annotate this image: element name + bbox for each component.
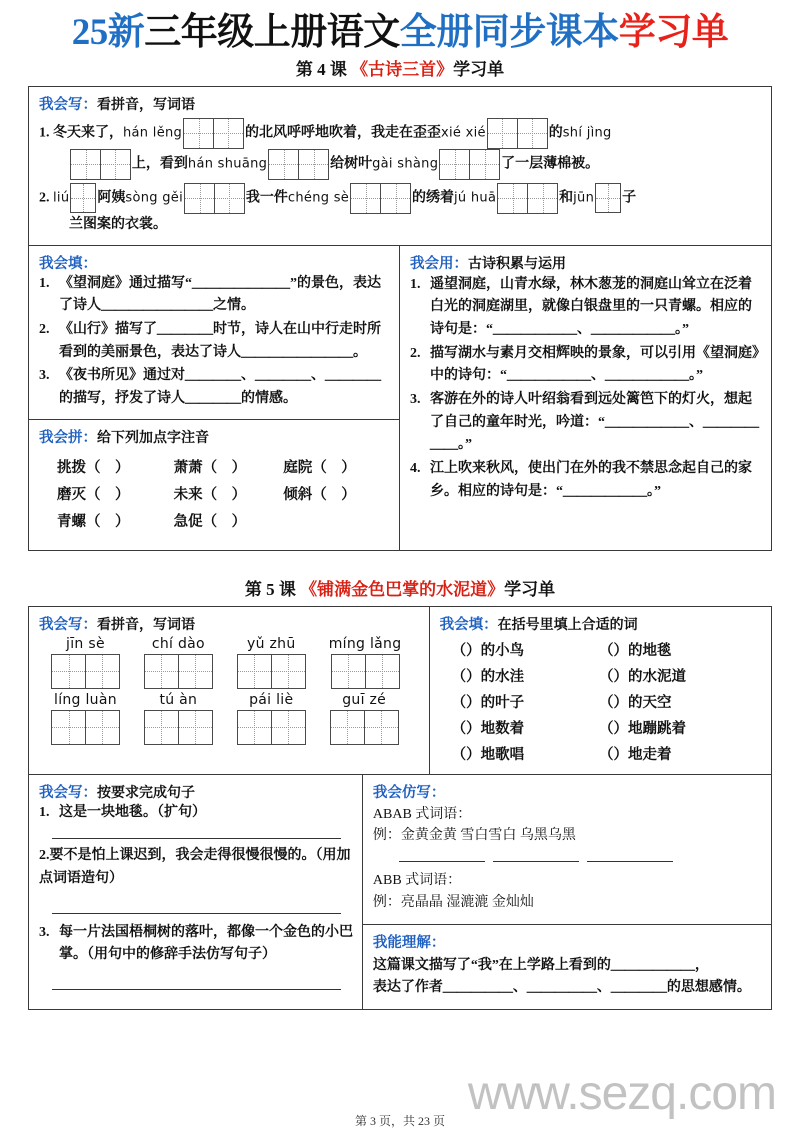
list-item: 2. 《山行》描写了＿＿＿＿时节，诗人在山中行走时所看到的美丽景色，表达了诗人＿＿＿＿＿＿＿＿。 xyxy=(39,321,381,360)
q1-p4: hán shuāng xyxy=(187,156,268,172)
q2-s3: 的绣着 xyxy=(412,190,454,206)
fill-cell[interactable]: （）的水泥道 xyxy=(598,669,686,686)
lesson4-container xyxy=(28,86,772,551)
lesson4-spell-heading: 我会拼： xyxy=(39,429,97,446)
answer-line[interactable] xyxy=(52,989,342,990)
fill-label: ）的叶子 xyxy=(466,695,525,712)
tianzige-grid[interactable] xyxy=(497,183,558,214)
lesson4-two-column-row xyxy=(29,245,771,550)
lesson5-sentence-list-2 xyxy=(39,845,354,890)
q1-p5: gài shàng xyxy=(372,156,439,172)
table-row xyxy=(440,689,763,715)
word-card[interactable] xyxy=(143,636,214,689)
spell-word: 青螺 xyxy=(57,513,86,530)
use-item-text: 江上吹来秋风，使出门在外的我不禁思念起自己的家乡。相应的诗句是：“＿＿＿＿＿＿。” xyxy=(430,460,752,499)
spell-cell[interactable]: 倾斜（ ） xyxy=(283,486,356,503)
word-card[interactable] xyxy=(329,692,400,745)
fill-item-text: 《夜书所见》通过对＿＿＿＿、＿＿＿＿、＿＿＿＿的描写，抒发了诗人＿＿＿＿的情感。 xyxy=(59,368,381,406)
lesson4-title-prefix: 第 4 课 xyxy=(295,59,347,79)
list-item: 1. 遥望洞庭，山青水绿，林木葱茏的洞庭山耸立在泛着白光的洞庭湖里，就像白银盘里的一只青螺。相应的诗句是：“＿＿＿＿＿＿、＿＿＿＿＿＿。” xyxy=(410,276,752,337)
word-pinyin: jīn sè xyxy=(66,635,105,652)
lesson4-use-heading-rest: 古诗积累与运用 xyxy=(468,256,566,272)
spell-word: 急促 xyxy=(173,513,203,530)
q2-p5: jūn xyxy=(573,190,595,206)
fill-cell[interactable]: （）地蹦跳着 xyxy=(598,721,686,738)
fill-cell[interactable]: （）的地毯 xyxy=(598,643,672,660)
fill-cell[interactable]: （）地歌唱 xyxy=(451,747,525,764)
worksheet-page xyxy=(0,14,800,1145)
word-pinyin: chí dào xyxy=(151,635,205,652)
tianzige-grid[interactable] xyxy=(144,654,213,689)
tianzige-grid[interactable] xyxy=(487,118,548,149)
spell-word: 萧萧 xyxy=(173,459,203,476)
lesson5-container xyxy=(28,606,772,1010)
title-part-4: 学习单 xyxy=(618,12,729,53)
spell-cell[interactable]: 急促（ ） xyxy=(173,513,247,530)
tianzige-grid[interactable] xyxy=(70,183,96,213)
fill-cell[interactable]: （）的天空 xyxy=(598,695,672,712)
lesson5-write-heading: 我会写： xyxy=(39,616,97,633)
tianzige-grid[interactable] xyxy=(268,149,329,180)
use-item-text: 描写湖水与素月交相辉映的景象，可以引用《望洞庭》中的诗句：“＿＿＿＿＿＿、＿＿＿＿＿＿。” xyxy=(430,345,759,384)
lesson5-write-section xyxy=(29,607,430,774)
spell-cell[interactable]: 庭院（ ） xyxy=(283,459,356,476)
lesson4-write-heading-rest: 看拼音，写词语 xyxy=(97,97,195,113)
tianzige-grid[interactable] xyxy=(350,183,411,214)
word-card[interactable] xyxy=(50,692,121,745)
page-footer: 第 3 页，共 23 页 xyxy=(354,1114,445,1128)
table-row xyxy=(440,741,763,767)
item-num: 1. xyxy=(39,804,50,820)
tianzige-grid[interactable] xyxy=(51,654,120,689)
word-pinyin: guī zé xyxy=(342,691,387,708)
spell-cell[interactable]: 未来（ ） xyxy=(173,486,247,503)
q1-s2: 的北风呼呼地吹着，我走在歪歪 xyxy=(244,125,441,141)
lesson5-sentence-list xyxy=(39,802,354,825)
q2-num: 2. xyxy=(39,190,50,206)
list-item: 4. 江上吹来秋风，使出门在外的我不禁思念起自己的家乡。相应的诗句是：“＿＿＿＿＿＿。” xyxy=(410,460,752,499)
q1-p3: shí jìng xyxy=(562,125,612,141)
list-item: 2. 描写湖水与素月交相辉映的景象，可以引用《望洞庭》中的诗句：“＿＿＿＿＿＿、＿＿＿＿＿＿。” xyxy=(410,345,759,384)
lesson4-write-q2-line2 xyxy=(39,214,763,236)
answer-blank[interactable] xyxy=(399,861,485,862)
word-pinyin: míng lǎng xyxy=(328,635,402,652)
lesson5-right-column xyxy=(363,775,771,1009)
answer-blank[interactable] xyxy=(587,861,673,862)
q2-s6: 兰图案的衣裳。 xyxy=(69,216,167,232)
list-item xyxy=(39,922,354,967)
fill-cell[interactable]: （）的叶子 xyxy=(451,695,525,712)
list-item xyxy=(39,802,354,825)
spell-word: 未来 xyxy=(173,486,203,503)
list-item: 1. 《望洞庭》通过描写“＿＿＿＿＿＿＿”的景色，表达了诗人＿＿＿＿＿＿＿＿之情。 xyxy=(39,275,381,314)
lesson4-write-q1-line1 xyxy=(39,118,763,149)
fill-item-text: 《山行》描写了＿＿＿＿时节，诗人在山中行走时所看到的美丽景色，表达了诗人＿＿＿＿＿＿＿＿。 xyxy=(59,321,381,360)
spell-word: 倾斜 xyxy=(283,486,313,503)
answer-blank[interactable] xyxy=(493,861,579,862)
abab-answer-lines xyxy=(373,849,763,867)
lesson4-fill-list xyxy=(39,273,391,411)
q2-s5: 子 xyxy=(622,190,637,206)
lesson5-write-heading-rest: 看拼音，写词语 xyxy=(97,617,195,633)
fill-item-text: 《望洞庭》通过描写“＿＿＿＿＿＿＿”的景色，表达了诗人＿＿＿＿＿＿＿＿之情。 xyxy=(59,275,381,314)
table-row xyxy=(39,507,391,534)
spell-cell[interactable]: 萧萧（ ） xyxy=(173,459,247,476)
q2-p1: liú xyxy=(53,190,70,206)
fill-label: ）地歌唱 xyxy=(466,747,525,764)
sentence-text: 每一片法国梧桐树的落叶，都像一个金色的小巴掌。（用句中的修辞手法仿写句子） xyxy=(59,924,353,963)
lesson4-write-heading: 我会写： xyxy=(39,96,97,113)
lesson5-title-prefix: 第 5 课 xyxy=(244,579,296,599)
lesson5-title-book: 《铺满金色巴掌的水泥道》 xyxy=(300,579,505,599)
fill-cell[interactable]: （）地数着 xyxy=(451,721,525,738)
word-card[interactable] xyxy=(236,692,307,745)
title-part-3: 全册同步课本 xyxy=(399,12,619,53)
fill-cell[interactable]: （）地走着 xyxy=(598,747,672,764)
sentence-text: 要不是怕上课迟到，我会走得很慢很慢的。（用加点词语造句） xyxy=(39,848,351,886)
fill-cell[interactable]: （）的水洼 xyxy=(451,669,525,686)
q2-p2: sòng gěi xyxy=(125,190,183,206)
lesson5-fill-heading-rest: 在括号里填上合适的词 xyxy=(497,617,638,633)
fill-label: ）地走着 xyxy=(613,747,672,764)
lesson4-spell-table xyxy=(39,453,391,534)
item-num: 3. xyxy=(39,924,50,940)
tianzige-grid[interactable] xyxy=(51,710,120,745)
q1-num: 1. xyxy=(39,125,50,141)
lesson5-bottom-row xyxy=(29,774,771,1009)
fill-cell[interactable]: （）的小鸟 xyxy=(451,643,525,660)
lesson5-word-row-2 xyxy=(39,692,421,748)
title-part-1: 25新 xyxy=(71,12,145,53)
q2-p4: jú huā xyxy=(454,190,497,206)
tianzige-grid[interactable] xyxy=(330,710,399,745)
lesson5-sentence-list-3 xyxy=(39,922,354,967)
abab-label: ABAB 式词语： xyxy=(372,806,472,822)
lesson5-title-suffix: 学习单 xyxy=(504,579,556,599)
lesson5-word-row-1 xyxy=(39,636,421,692)
table-row xyxy=(39,480,391,507)
fill-label: ）地数着 xyxy=(466,721,525,738)
spell-cell[interactable]: 磨灭（ ） xyxy=(57,486,130,503)
sentence-text: 这是一块地毯。（扩句） xyxy=(59,804,206,820)
use-item-text: 客游在外的诗人叶绍翁看到远处篱笆下的灯火，想起了自己的童年时光，吟道：“＿＿＿＿＿＿、＿＿＿＿＿＿。” xyxy=(430,391,759,453)
tianzige-grid[interactable] xyxy=(237,710,306,745)
word-card[interactable] xyxy=(50,636,121,689)
lesson4-spell-heading-rest: 给下列加点字注音 xyxy=(97,430,209,446)
list-item xyxy=(39,845,354,890)
lesson5-top-row xyxy=(29,607,771,774)
list-item: 3. 客游在外的诗人叶绍翁看到远处篱笆下的灯火，想起了自己的童年时光，吟道：“＿＿＿＿＿＿、＿＿＿＿＿＿。” xyxy=(410,391,759,453)
lesson5-understand-section xyxy=(363,924,771,1008)
lesson5-fill-section xyxy=(430,607,771,774)
q1-s6: 了一层薄棉被。 xyxy=(501,156,600,172)
lesson4-title-book: 《古诗三首》 xyxy=(351,59,454,79)
lesson4-fill-heading: 我会填： xyxy=(39,255,97,272)
fill-label: ）的天空 xyxy=(613,695,672,712)
answer-line[interactable] xyxy=(52,838,342,839)
tianzige-grid[interactable] xyxy=(70,149,131,180)
lesson5-title xyxy=(0,575,800,600)
fill-label: ）的水泥道 xyxy=(613,669,686,686)
page-title xyxy=(0,14,800,53)
fill-label: ）地蹦跳着 xyxy=(613,721,686,738)
lesson5-sentence-section xyxy=(29,775,363,1009)
tianzige-grid[interactable] xyxy=(144,710,213,745)
lesson4-write-q1-line2 xyxy=(39,149,763,180)
lesson4-write-q2-line1 xyxy=(39,183,763,214)
lesson4-use-heading: 我会用： xyxy=(410,255,468,272)
q1-s3: 的 xyxy=(548,125,563,141)
abb-label: ABB 式词语： xyxy=(372,872,462,888)
q1-s5: 给树叶 xyxy=(330,156,373,172)
q1-s1: 冬天来了， xyxy=(53,125,123,141)
spell-word: 磨灭 xyxy=(57,486,86,503)
use-item-text: 遥望洞庭，山青水绿，林木葱茏的洞庭山耸立在泛着白光的洞庭湖里，就像白银盘里的一只青螺。相应的诗句是：“＿＿＿＿＿＿、＿＿＿＿＿＿。” xyxy=(430,276,752,337)
lesson5-fill-table xyxy=(440,637,763,767)
tianzige-grid[interactable] xyxy=(183,118,244,149)
lesson5-sentence-heading-rest: 按要求完成句子 xyxy=(97,785,195,801)
word-card[interactable] xyxy=(329,636,402,689)
fill-label: ）的小鸟 xyxy=(466,643,525,660)
table-row xyxy=(440,663,763,689)
word-pinyin: tú àn xyxy=(159,691,198,708)
spell-cell[interactable]: 挑拨（ ） xyxy=(57,459,130,476)
watermark: www.sezq.com xyxy=(467,1067,776,1120)
spell-cell[interactable]: 青螺（ ） xyxy=(57,513,130,530)
abab-example: 例：金黄金黄 雪白雪白 乌黑乌黑 xyxy=(372,828,576,844)
lesson4-spell-section xyxy=(29,419,399,550)
lesson5-fill-heading: 我会填： xyxy=(439,616,498,633)
item-num: 2. xyxy=(39,848,50,864)
spell-word: 庭院 xyxy=(283,459,313,476)
q2-p3: chéng sè xyxy=(287,190,350,206)
understand-text-1: 这篇课文描写了“我”在上学路上看到的＿＿＿＿＿＿， xyxy=(372,958,709,974)
table-row xyxy=(39,453,391,480)
lesson4-title-suffix: 学习单 xyxy=(453,59,505,79)
title-part-2: 三年级上册语文 xyxy=(144,12,400,53)
tianzige-grid[interactable] xyxy=(184,183,245,214)
table-row xyxy=(440,715,763,741)
lesson4-use-list xyxy=(410,274,763,504)
word-card[interactable] xyxy=(143,692,214,745)
q2-s1: 阿姨 xyxy=(97,190,126,206)
lesson4-write-section xyxy=(29,87,771,245)
word-pinyin: líng luàn xyxy=(54,691,117,708)
fill-label: ）的水洼 xyxy=(466,669,525,686)
q1-s4: 上，看到 xyxy=(131,156,188,172)
spell-word: 挑拨 xyxy=(57,459,86,476)
q1-p2: xié xié xyxy=(440,125,486,141)
word-pinyin: yǔ zhū xyxy=(247,635,296,652)
lesson4-use-section xyxy=(400,246,771,550)
understand-text-2: 表达了作者＿＿＿＿＿、＿＿＿＿＿、＿＿＿＿的思想感情。 xyxy=(372,980,751,995)
table-row xyxy=(440,637,763,663)
lesson5-sentence-heading: 我会写： xyxy=(39,784,97,801)
lesson5-imitate-heading: 我会仿写： xyxy=(372,784,446,801)
q1-p1: hán lěng xyxy=(123,125,183,141)
tianzige-grid[interactable] xyxy=(595,183,621,213)
tianzige-grid[interactable] xyxy=(439,149,500,180)
word-card[interactable] xyxy=(236,636,307,689)
word-pinyin: pái liè xyxy=(249,691,294,708)
tianzige-grid[interactable] xyxy=(331,654,400,689)
q2-s2: 我一件 xyxy=(245,190,288,206)
list-item: 3. 《夜书所见》通过对＿＿＿＿、＿＿＿＿、＿＿＿＿的描写，抒发了诗人＿＿＿＿的情感。 xyxy=(39,368,381,406)
lesson4-title xyxy=(0,55,800,80)
abb-example: 例：亮晶晶 湿漉漉 金灿灿 xyxy=(372,894,534,910)
lesson5-understand-heading: 我能理解： xyxy=(372,935,446,952)
q2-s4: 和 xyxy=(559,190,574,206)
tianzige-grid[interactable] xyxy=(237,654,306,689)
fill-label: ）的地毯 xyxy=(613,643,672,660)
lesson5-imitate-section xyxy=(363,775,771,925)
answer-line[interactable] xyxy=(52,913,342,914)
lesson4-fill-section xyxy=(29,246,399,419)
spell-cell-empty xyxy=(281,507,391,534)
lesson4-left-column xyxy=(29,246,400,550)
